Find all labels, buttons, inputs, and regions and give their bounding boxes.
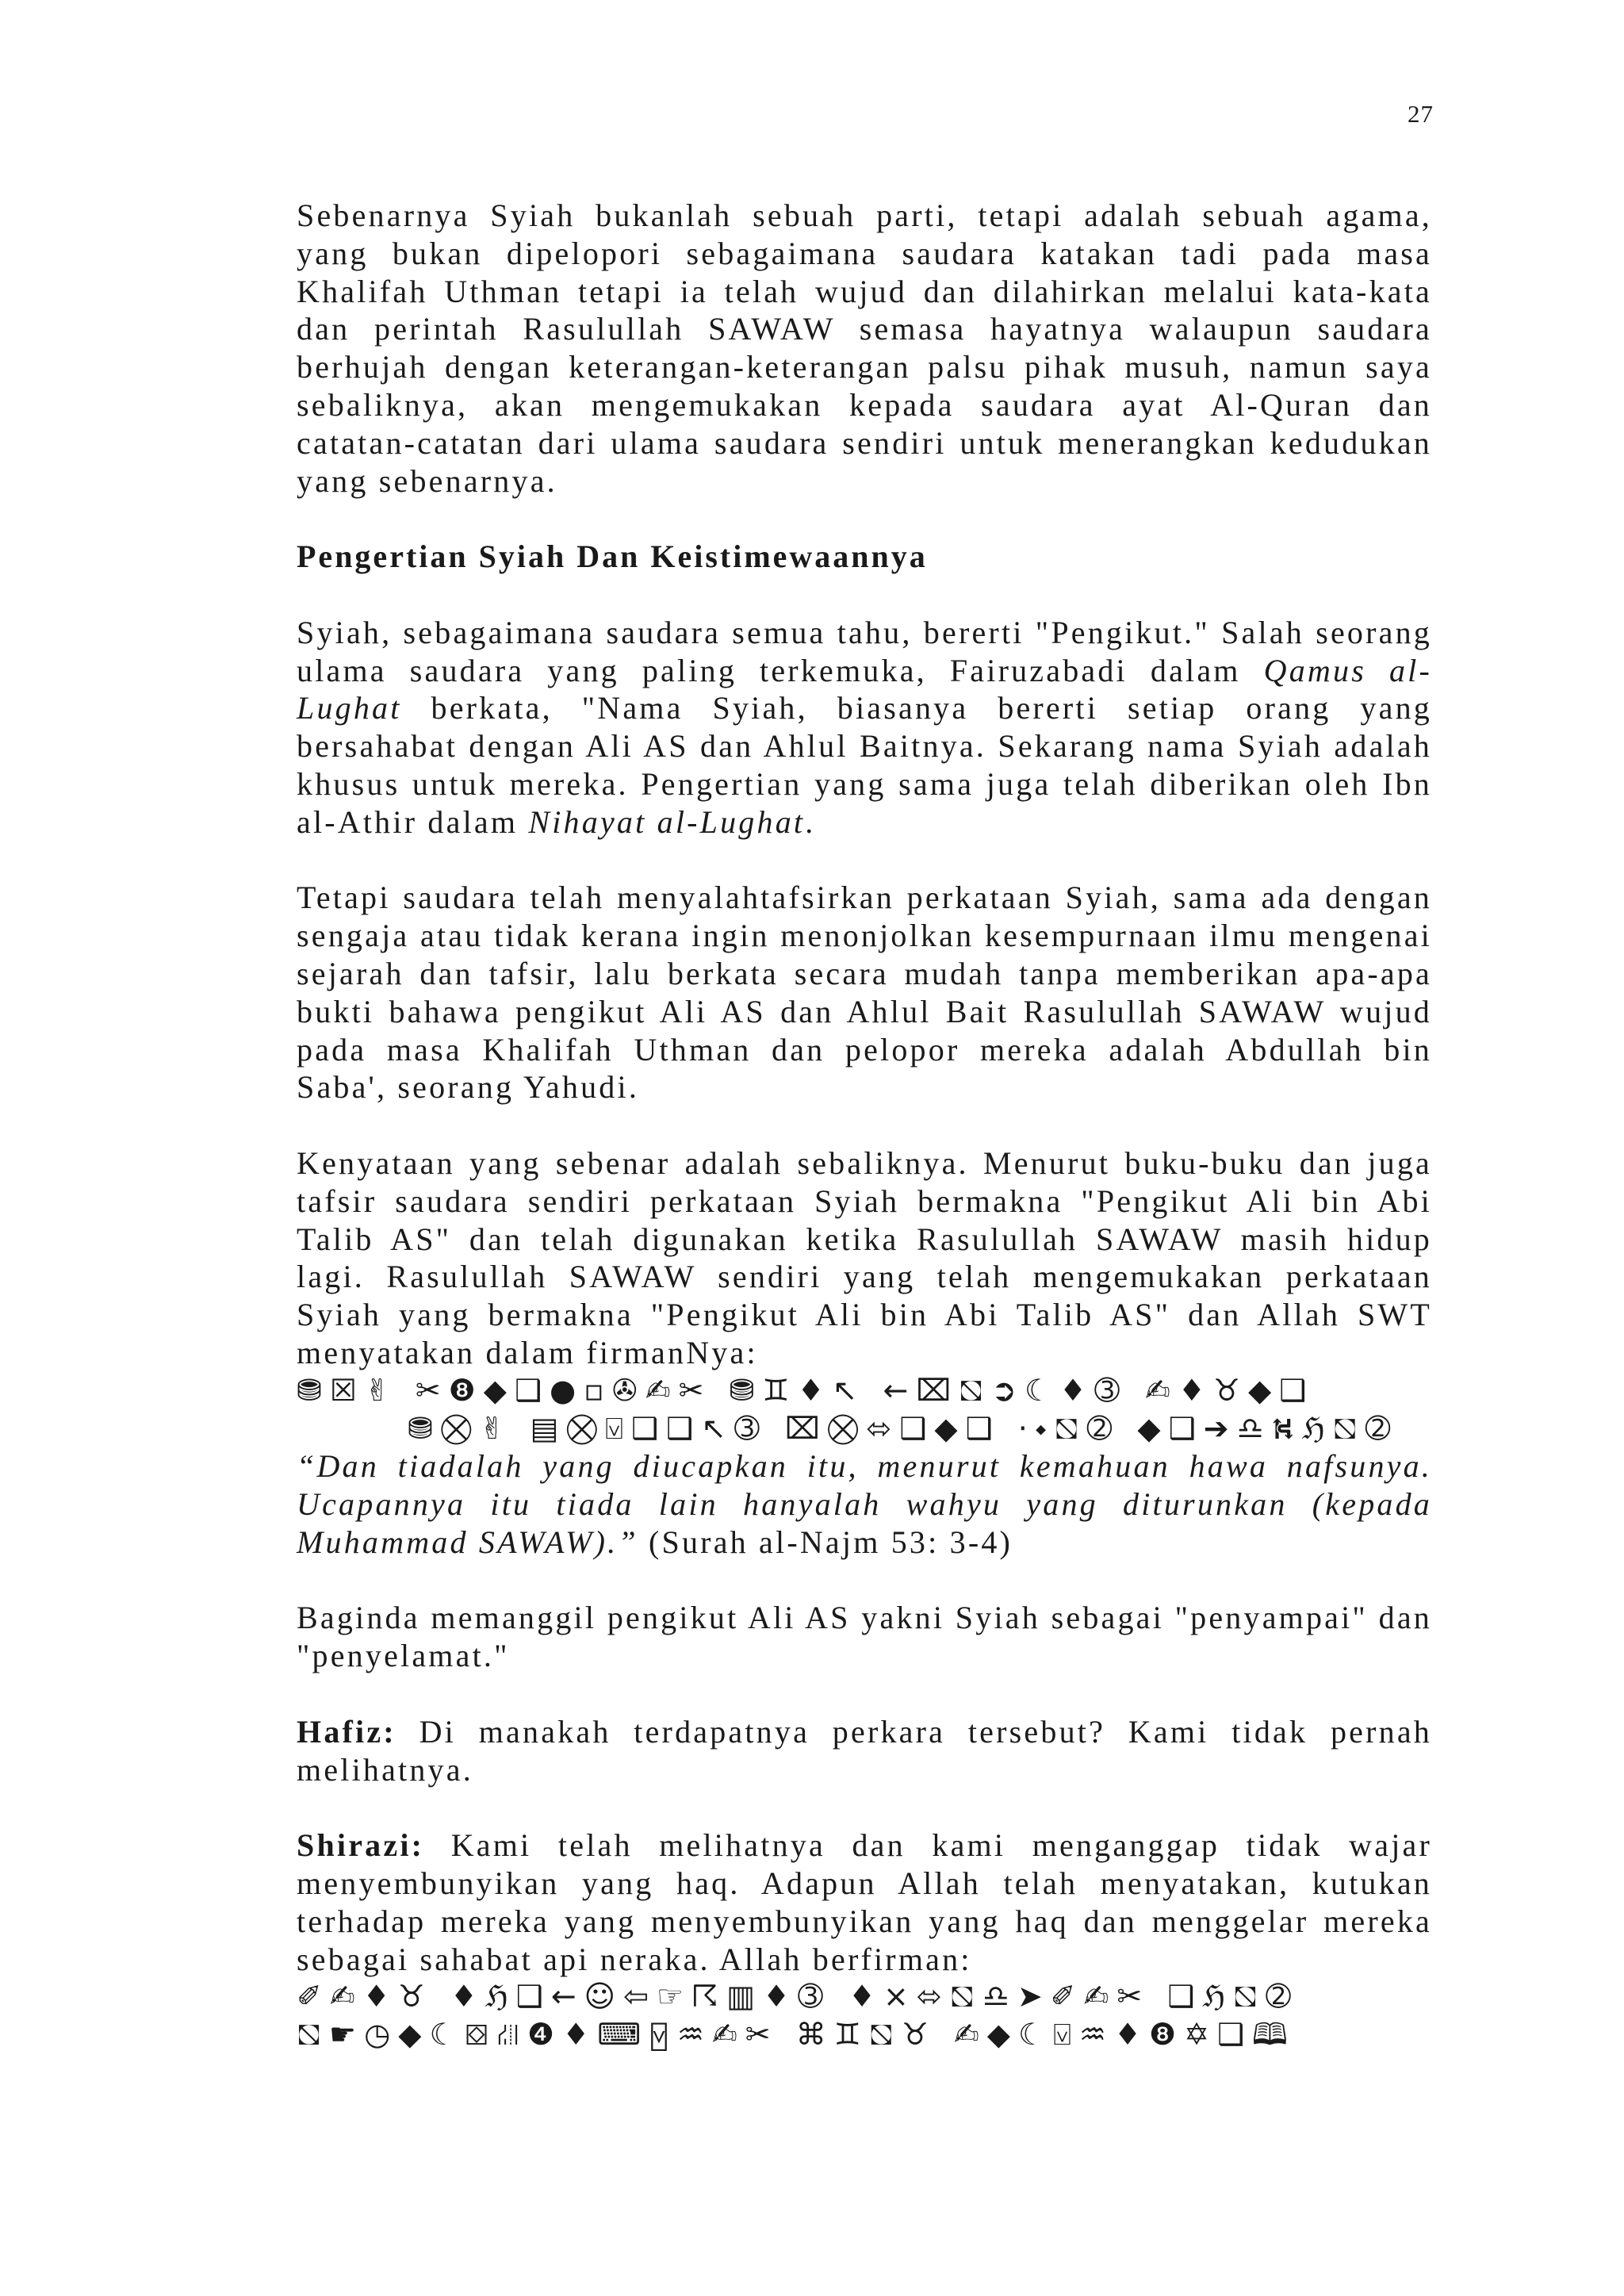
page-number: 27 (1408, 100, 1434, 128)
paragraph-reality: Kenyataan yang sebenar adalah sebaliknya. Menurut buku-buku dan juga tafsir saudara sendiri perkataan Syiah bermakna "Pengikut Ali bin Abi Talib AS" dan telah digunakan ketika Rasulullah SAWAW masih hidup lagi. Rasulullah SAWAW sendiri yang telah mengemukakan perkataan Syiah yang bermakna "Pengikut Ali bin Abi Talib AS" dan Allah SWT menyatakan dalam firmanNya: (297, 1144, 1432, 1370)
arabic-verse-2-line-2: ⛞☛◷◆☾⛋⛜❹♦⌨⍌♒✍✂ ⌘♊⛞♉ ✍◆☾⍌♒♦❽✡❑🕮 (297, 2017, 1296, 2053)
book-title-nihayat: Nihayat al-Lughat (528, 803, 806, 840)
book-title-qamus: Qamus al-Lughat (297, 652, 1433, 726)
dialogue-shirazi (297, 1826, 1432, 1978)
verse-translation-text: “Dan tiadalah yang diucapkan itu, menurut kemahuan hawa nafsunya. Ucapannya itu tiada lain hanyalah wahyu yang diturunkan (kepada Muhammad SAWAW).” (297, 1448, 1432, 1560)
dialogue-hafiz (297, 1713, 1432, 1789)
paragraph-misinterpretation: Tetapi saudara telah menyalahtafsirkan perkataan Syiah, sama ada dengan sengaja atau tidak kerana ingin menonjolkan kesempurnaan ilmu mengenai sejarah dan tafsir, lalu berkata secara mudah tanpa memberikan apa-apa bukti bahawa pengikut Ali AS dan Ahlul Bait Rasulullah SAWAW wujud pada masa Khalifah Uthman dan pelopor mereka adalah Abdullah bin Saba', seorang Yahudi. (297, 880, 1432, 1106)
arabic-verse-2-line-1: ✐✍♦♉ ♦ℌ❑←☺⇦☞☈▥♦➂ ♦×⬄⛞♎➤✐✍✂ ❑ℌ⛞➁ (297, 1979, 1299, 2014)
dialogue-hafiz-text: Di manakah terdapatnya perkara tersebut? Kami tidak pernah melihatnya. (297, 1713, 1432, 1788)
verse-reference: (Surah al-Najm 53: 3-4) (638, 1524, 1013, 1560)
definition-text-1: Syiah, sebagaimana saudara semua tahu, bererti "Pengikut." Salah seorang ulama saudara yang paling terkemuka, Fairuzabadi dalam (297, 614, 1432, 688)
arabic-verse-1-line-1: ⛃☒✌ ✂❽◆❑●▫✇✍✂ ⛃♊♦↖ ←⌧⛞➲☾♦➂ ✍♦♉◆❑ (297, 1372, 1315, 1408)
definition-text-2: berkata, "Nama Syiah, biasanya bererti setiap orang yang bersahabat dengan Ali AS dan Ahlul Baitnya. Sekarang nama Syiah adalah khusus untuk mereka. Pengertian yang sama juga telah diberikan oleh Ibn al-Athir dalam (297, 690, 1432, 840)
paragraph-definition (297, 614, 1432, 841)
section-heading: Pengertian Syiah Dan Keistimewaannya (297, 539, 928, 575)
speaker-shirazi: Shirazi: (297, 1827, 425, 1864)
paragraph-baginda: Baginda memanggil pengikut Ali AS yakni Syiah sebagai "penyampai" dan "penyelamat." (297, 1600, 1432, 1674)
definition-text-3: . (805, 803, 816, 840)
arabic-verse-1-line-2: ⛃⛒✌ ▤⛒⍌❑❑↖➂ ⌧⛒⬄❑◆❑ ⋅⬩⛞➁ ◆❑➔♎⛕ℌ⛞➁ (408, 1410, 1399, 1446)
paragraph-intro: Sebenarnya Syiah bukanlah sebuah parti, tetapi adalah sebuah agama, yang bukan dipelopori sebagaimana saudara katakan tadi pada masa Khalifah Uthman tetapi ia telah wujud dan dilahirkan melalui kata-kata dan perintah Rasulullah SAWAW semasa hayatnya walaupun saudara berhujah dengan keterangan-keterangan palsu pihak musuh, namun saya sebaliknya, akan mengemukakan kepada saudara ayat Al-Quran dan catatan-catatan dari ulama saudara sendiri untuk menerangkan kedudukan yang sebenarnya. (297, 197, 1432, 499)
speaker-hafiz: Hafiz: (297, 1713, 396, 1750)
verse-translation (297, 1447, 1432, 1561)
document-body (297, 197, 1432, 2054)
dialogue-shirazi-text: Kami telah melihatnya dan kami menganggap tidak wajar menyembunyikan yang haq. Adapun Allah telah menyatakan, kutukan terhadap mereka yang menyembunyikan yang haq dan menggelar mereka sebagai sahabat api neraka. Allah berfirman: (297, 1827, 1432, 1977)
